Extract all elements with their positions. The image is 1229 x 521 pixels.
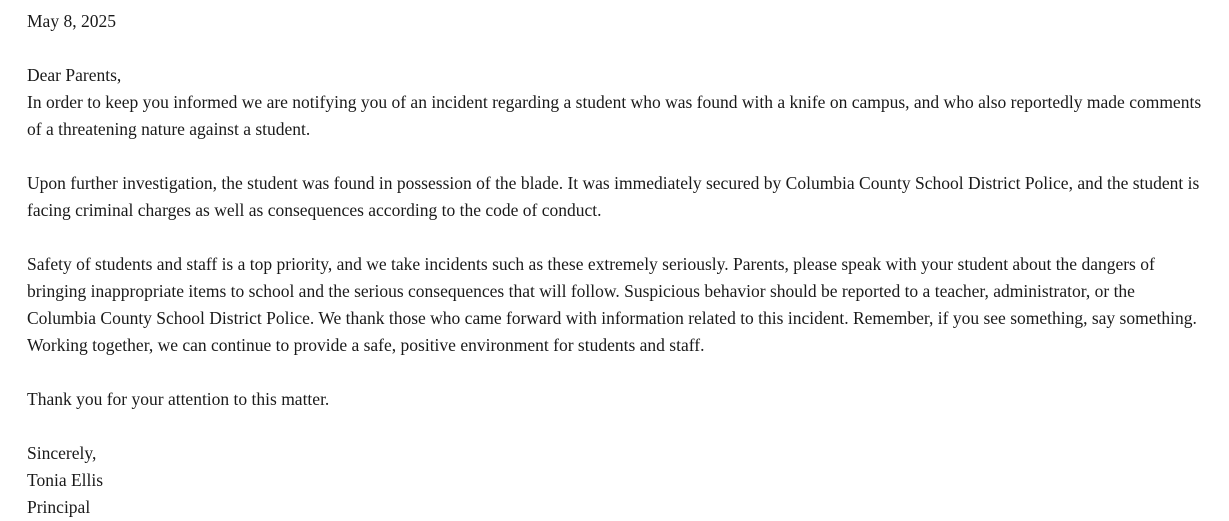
blank-line <box>27 35 1202 62</box>
blank-line <box>27 413 1202 440</box>
blank-line <box>27 359 1202 386</box>
letter-paragraph: Upon further investigation, the student was found in possession of the blade. It was immediately secured by Columbia County School District Police, and the student is facing criminal charges as well as consequences according to the code of conduct. <box>27 173 1200 220</box>
blank-line <box>27 143 1202 170</box>
letter-closing: Sincerely, <box>27 443 97 463</box>
signature-name: Tonia Ellis <box>27 470 104 490</box>
blank-line <box>27 224 1202 251</box>
letter-paragraph: Thank you for your attention to this matter. <box>27 389 330 409</box>
letter-paragraph: In order to keep you informed we are notifying you of an incident regarding a student who was found with a knife on campus, and who also reportedly made comments of a threatening nature against a student. <box>27 92 1202 139</box>
letter-date: May 8, 2025 <box>27 11 116 31</box>
letter-paragraph: Safety of students and staff is a top priority, and we take incidents such as these extremely seriously. Parents, please speak with your student about the dangers of bringing inappropriate items to school and the serious consequences that will follow. Suspicious behavior should be reported to a teacher, administrator, or the Columbia County School District Police. We thank those who came forward with information related to this incident. Remember, if you see something, say something. Working together, we can continue to provide a safe, positive environment for students and staff. <box>27 254 1197 355</box>
signature-title: Principal <box>27 497 91 517</box>
letter-salutation: Dear Parents, <box>27 65 122 85</box>
